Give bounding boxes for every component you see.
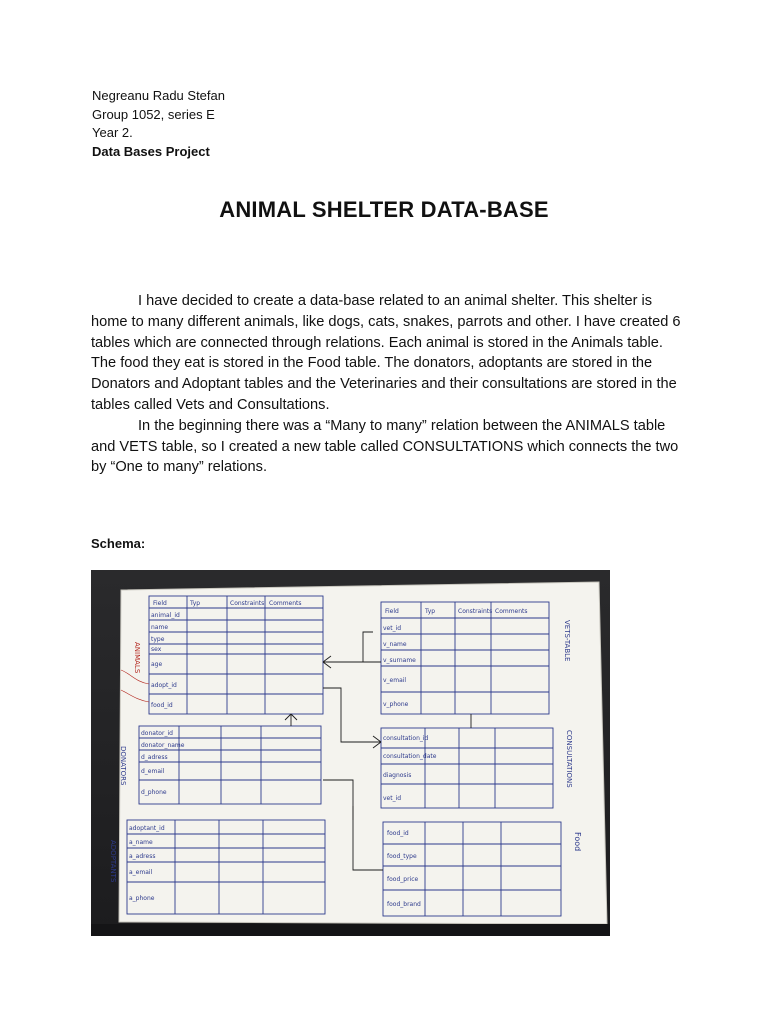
col-type: Typ [190, 600, 201, 607]
field: consultation_id [383, 735, 429, 742]
label-donators: DONATORS [119, 746, 127, 786]
field: type [151, 636, 165, 643]
field: food_price [387, 876, 419, 883]
schema-drawing [91, 570, 610, 936]
field: v_phone [383, 701, 409, 708]
schema-photo [91, 570, 610, 936]
field: v_surname [383, 657, 416, 664]
field: food_brand [387, 901, 421, 908]
col-type: Typ [425, 608, 436, 615]
field: v_name [383, 641, 407, 648]
field: donator_id [141, 730, 173, 737]
field: food_id [387, 830, 409, 837]
header-block [92, 87, 225, 161]
col-field: Field [385, 608, 399, 615]
field: d_email [141, 768, 165, 775]
field: name [151, 624, 169, 631]
field: vet_id [383, 795, 402, 802]
author-name: Negreanu Radu Stefan [92, 88, 225, 103]
field: age [151, 661, 163, 668]
body-text [91, 291, 681, 478]
field: v_email [383, 677, 407, 684]
label-adoptants: ADOPTANTS [109, 840, 117, 883]
field: consultation_date [383, 753, 437, 760]
field: sex [151, 646, 162, 653]
field: a_phone [129, 895, 155, 902]
field: a_name [129, 839, 153, 846]
field: d_phone [141, 789, 167, 796]
col-comments: Comments [269, 600, 302, 607]
label-animals: ANIMALS [133, 642, 141, 674]
field: a_email [129, 869, 153, 876]
paragraph-intro: I have decided to create a data-base related to an animal shelter. This shelter is home to many different animals, like dogs, cats, snakes, parrots and other. I have created 6 tables which are connected through relations. Each animal is stored in the Animals table. The food they eat is stored in the Food table. The donators, adoptants are stored in the Donators and Adoptant tables and the Veterinaries and their consultations are stored in the tables called Vets and Consultations. [91, 293, 681, 413]
field: donator_name [141, 742, 185, 749]
field: adoptant_id [129, 825, 165, 832]
field: diagnosis [383, 772, 412, 779]
group-info: Group 1052, series E [92, 106, 215, 122]
col-comments: Comments [495, 608, 528, 615]
label-consultations: CONSULTATIONS [565, 730, 573, 788]
laptop-edge [91, 924, 610, 936]
col-field: Field [153, 600, 167, 607]
field: a_adress [129, 853, 156, 860]
field: d_adress [141, 754, 168, 761]
project-name: Data Bases Project [92, 143, 210, 159]
col-constraints: Constraints [458, 608, 493, 615]
schema-label: Schema: [91, 536, 146, 551]
document-title: ANIMAL SHELTER DATA-BASE [219, 197, 549, 222]
col-constraints: Constraints [230, 600, 265, 607]
label-vets: VETS-TABLE [563, 620, 571, 662]
field: animal_id [151, 612, 180, 619]
field: food_id [151, 702, 173, 709]
year-info: Year 2. [92, 125, 133, 140]
field: vet_id [383, 625, 402, 632]
field: adopt_id [151, 682, 177, 689]
label-food: Food [573, 832, 582, 852]
paragraph-relations: In the beginning there was a “Many to many” relation between the ANIMALS table and VETS table, so I created a new table called CONSULTATIONS which connects the two by “One to many” relations. [91, 417, 679, 476]
field: food_type [387, 853, 417, 860]
